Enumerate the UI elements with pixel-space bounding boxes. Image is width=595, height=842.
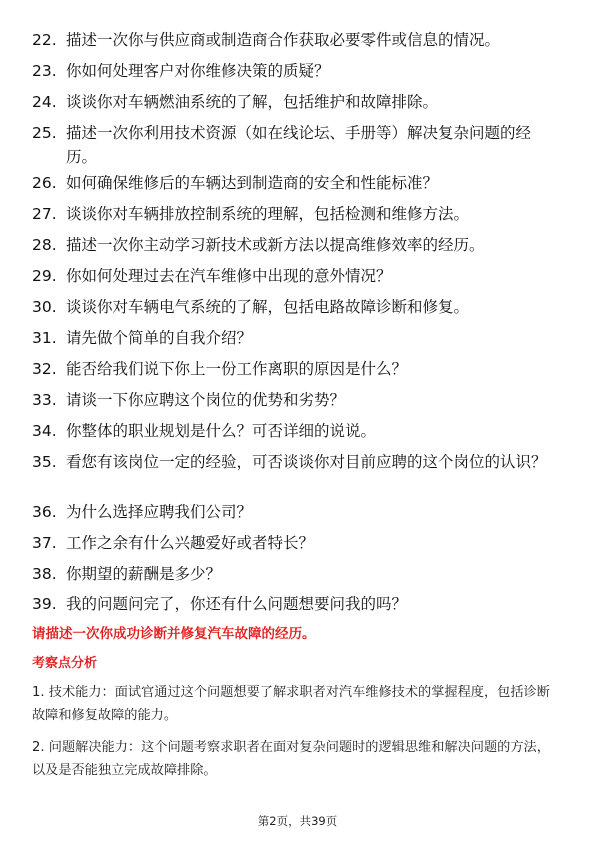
question-item: [32, 592, 562, 616]
question-number: 34.: [32, 422, 57, 440]
question-item: [32, 264, 562, 288]
question-text: 我的问题问完了，你还有什么问题想要问我的吗？: [66, 595, 408, 613]
question-item: [32, 419, 562, 443]
question-number: 33.: [32, 391, 57, 409]
question-number: 27.: [32, 205, 57, 223]
question-number: 39.: [32, 595, 57, 613]
analysis-title: 考察点分析: [32, 656, 98, 671]
question-text: 你如何处理客户对你维修决策的质疑？: [66, 62, 330, 80]
page-footer: 第2页，共39页: [257, 814, 338, 828]
question-item: [32, 531, 562, 555]
analysis-point: 1. 技术能力：面试官通过这个问题想要了解求职者对汽车维修技术的掌握程度，包括诊断故障和修复故障的能力。: [32, 685, 550, 723]
question-number: 37.: [32, 534, 57, 552]
question-number: 36.: [32, 503, 57, 521]
question-text: 描述一次你与供应商或制造商合作获取必要零件或信息的情况。: [66, 31, 501, 49]
question-text: 如何确保维修后的车辆达到制造商的安全和性能标准？: [66, 174, 439, 192]
question-text: 为什么选择应聘我们公司？: [66, 503, 253, 521]
question-number: 29.: [32, 267, 57, 285]
question-number: 31.: [32, 329, 57, 347]
question-text: 请谈一下你应聘这个岗位的优势和劣势？: [66, 391, 346, 409]
question-item: [32, 357, 562, 381]
question-text: 你整体的职业规划是什么？可否详细的说说。: [66, 422, 377, 440]
question-text: 请先做个简单的自我介绍？: [66, 329, 253, 347]
question-item: [32, 171, 562, 195]
question-text: 你期望的薪酬是多少？: [66, 565, 222, 583]
question-number: 24.: [32, 93, 57, 111]
question-text: 谈谈你对车辆排放控制系统的理解，包括检测和维修方法。: [66, 205, 470, 223]
question-number: 22.: [32, 31, 57, 49]
question-item: [32, 233, 562, 257]
question-item: [32, 28, 562, 52]
question-number: 26.: [32, 174, 57, 192]
question-text: 描述一次你主动学习新技术或新方法以提高维修效率的经历。: [66, 236, 485, 254]
question-number: 32.: [32, 360, 57, 378]
question-text: 能否给我们说下你上一份工作离职的原因是什么？: [66, 360, 408, 378]
question-item: [32, 121, 562, 169]
question-number: 23.: [32, 62, 57, 80]
question-text: 工作之余有什么兴趣爱好或者特长？: [66, 534, 315, 552]
question-text: 谈谈你对车辆燃油系统的了解，包括维护和故障排除。: [66, 93, 439, 111]
question-item: [32, 295, 562, 319]
question-item: [32, 562, 562, 586]
question-text: 你如何处理过去在汽车维修中出现的意外情况？: [66, 267, 392, 285]
highlight-question: 请描述一次你成功诊断并修复汽车故障的经历。: [32, 626, 316, 642]
question-text: 谈谈你对车辆电气系统的了解，包括电路故障诊断和修复。: [66, 298, 470, 316]
question-item: [32, 202, 562, 226]
question-number: 30.: [32, 298, 57, 316]
question-number: 38.: [32, 565, 57, 583]
question-item: [32, 388, 562, 412]
question-number: 35.: [32, 453, 57, 471]
question-item: [32, 90, 562, 114]
question-item: [32, 326, 562, 350]
question-item: [32, 59, 562, 83]
question-number: 25.: [32, 124, 57, 142]
question-text: 看您有该岗位一定的经验，可否谈谈你对目前应聘的这个岗位的认识？: [66, 453, 547, 471]
question-item: [32, 450, 562, 474]
question-text: 描述一次你利用技术资源（如在线论坛、手册等）解决复杂问题的经历。: [66, 124, 532, 166]
question-item: [32, 500, 562, 524]
question-number: 28.: [32, 236, 57, 254]
analysis-point: 2. 问题解决能力：这个问题考察求职者在面对复杂问题时的逻辑思维和解决问题的方法，以及是否能独立完成故障排除。: [32, 740, 550, 778]
